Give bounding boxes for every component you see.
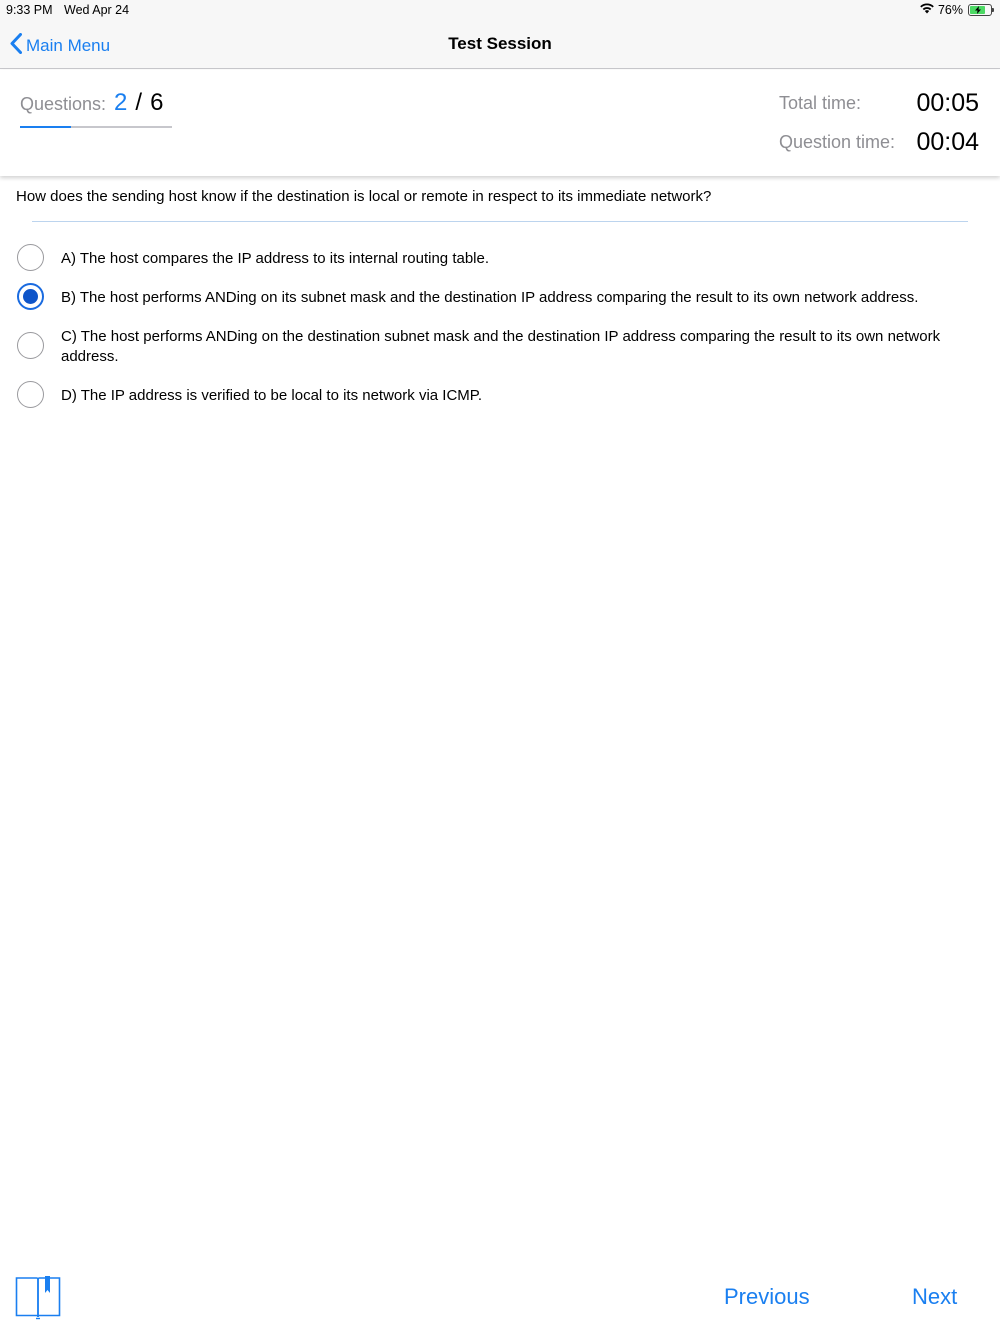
answer-label: C) The host performs ANDing on the destination subnet mask and the destination IP address comparing the result to its own network address. — [61, 328, 941, 365]
question-divider — [32, 221, 968, 222]
battery-icon — [968, 4, 992, 16]
answer-label: B) The host performs ANDing on its subnet mask and the destination IP address comparing the result to its own network address. — [61, 289, 919, 306]
radio-button[interactable] — [17, 283, 44, 310]
navigation-bar — [0, 20, 1000, 69]
status-bar — [0, 0, 1000, 20]
total-questions: 6 — [150, 89, 164, 116]
status-indicators — [919, 2, 992, 17]
answer-label: A) The host compares the IP address to its internal routing table. — [61, 250, 490, 267]
battery-level-fill — [970, 6, 985, 14]
radio-button[interactable] — [17, 381, 44, 408]
answer-label: D) The IP address is verified to be local to its network via ICMP. — [61, 387, 483, 404]
wifi-icon — [919, 2, 935, 17]
status-time: 9:33 PM — [6, 3, 53, 17]
battery-percent: 76% — [937, 2, 963, 17]
question-time-value: 00:04 — [916, 128, 979, 156]
question-text: How does the sending host know if the destination is local or remote in respect to its immediate network? — [16, 188, 712, 205]
radio-button[interactable] — [17, 244, 44, 271]
question-progress-fill — [20, 126, 71, 128]
session-header — [0, 70, 1000, 176]
question-separator: / — [135, 89, 143, 116]
question-time-label: Question time: — [779, 132, 896, 152]
questions-label: Questions: — [20, 94, 107, 114]
question-counter — [20, 89, 163, 117]
page-title: Test Session — [448, 34, 552, 53]
book-bookmark-icon[interactable] — [15, 1275, 61, 1326]
radio-button[interactable] — [17, 332, 44, 359]
total-time-value: 00:05 — [916, 89, 979, 117]
back-button-label: Main Menu — [26, 36, 111, 55]
previous-button[interactable]: Previous — [724, 1284, 810, 1309]
status-date: Wed Apr 24 — [64, 3, 130, 17]
current-question-number: 2 — [114, 89, 128, 116]
question-progress-bar — [20, 126, 172, 128]
next-button[interactable]: Next — [912, 1284, 958, 1309]
total-time-label: Total time: — [779, 93, 862, 113]
